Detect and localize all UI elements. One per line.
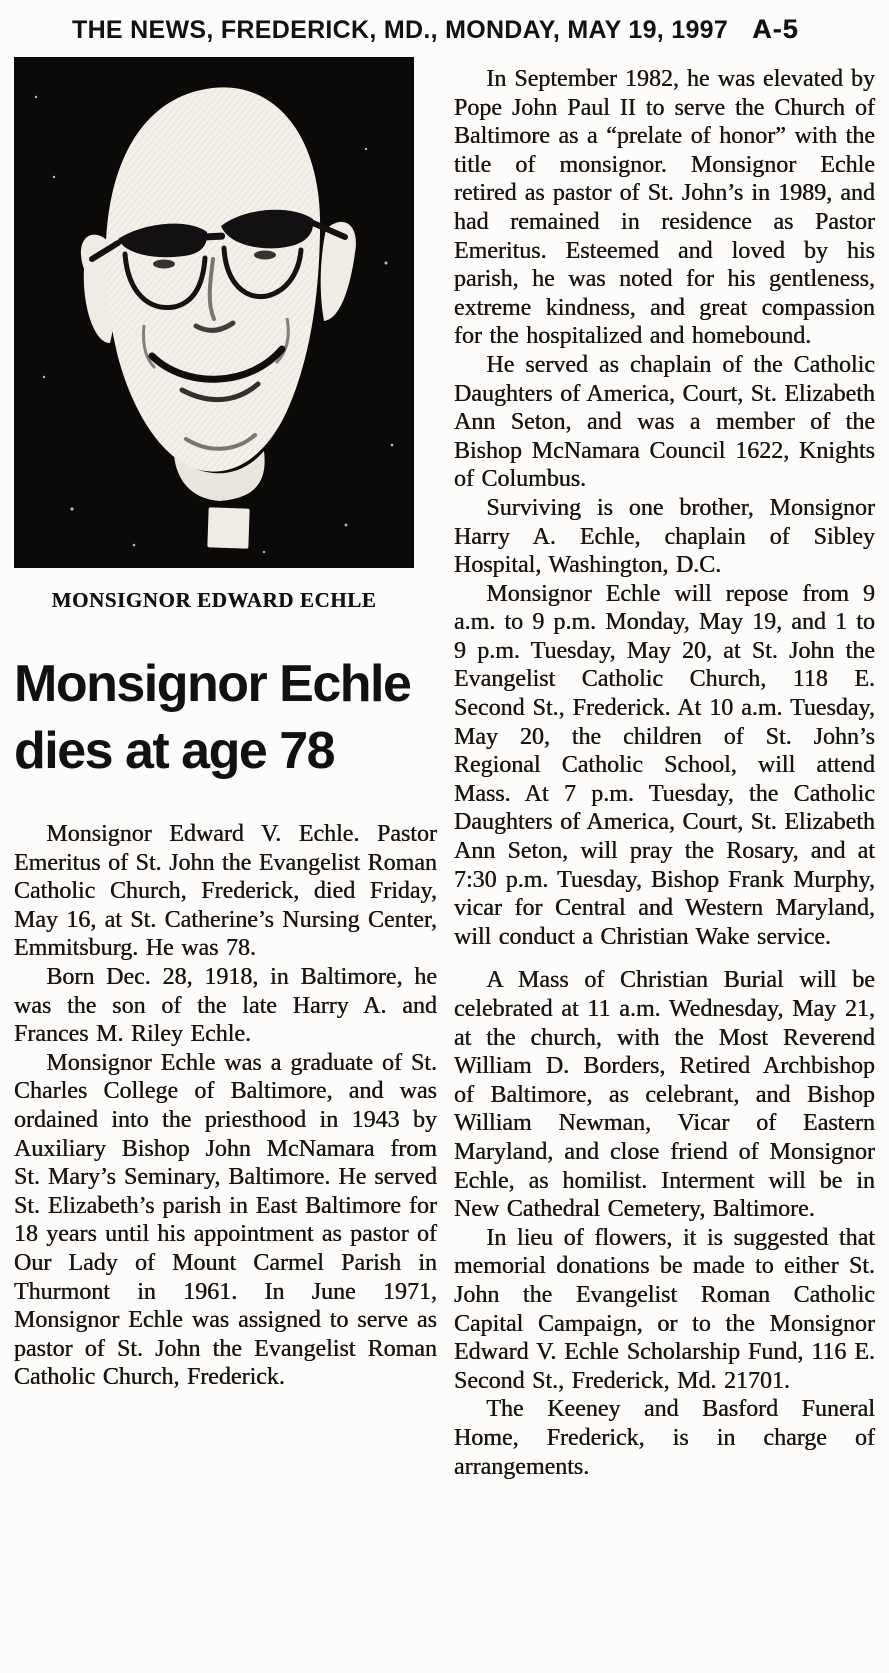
masthead-page-number: A-5 (752, 14, 799, 44)
obituary-paragraph: Monsignor Echle will repose from 9 a.m. to 9 p.m. Monday, May 19, and 1 to 9 p.m. Tuesday, May 20, at St. John the Evangelist Catholic Church, 118 E. Second St., Frederick. At 10 a.m. Tuesday, May 20, the children of St. John’s Regional Catholic School, will attend Mass. At 7 p.m. Tuesday, the Catholic Daughters of America, Court, St. Elizabeth Ann Seton, will pray the Rosary, and at 7:30 p.m. Tuesday, Bishop Frank Murphy, vicar for Central and Western Maryland, will conduct a Christian Wake service. (454, 580, 875, 950)
masthead-title: THE NEWS, FREDERICK, MD., MONDAY, MAY 19, 1997 (72, 16, 729, 44)
portrait-photo (14, 57, 414, 568)
obituary-paragraph: The Keeney and Basford Funeral Home, Frederick, is in charge of arrangements. (454, 1396, 875, 1480)
obituary-paragraph: In September 1982, he was elevated by Pope John Paul II to serve the Church of Baltimore as a “prelate of honor” with the title of monsignor. Monsignor Echle retired as pastor of St. John’s in 1989, and had remained in residence as Pastor Emeritus. Esteemed and loved by his parish, he was noted for his gentleness, extreme kindness, and great compassion for the hospitalized and homebound. (454, 66, 875, 350)
portrait-photo-image (14, 57, 414, 568)
left-column (14, 57, 437, 1481)
obituary-paragraph: Born Dec. 28, 1918, in Baltimore, he was the son of the late Harry A. and Frances M. Riley Echle. (14, 964, 437, 1048)
headline-line-2: dies at age 78 (14, 721, 335, 780)
obituary-paragraph: Monsignor Edward V. Echle. Pastor Emeritus of St. John the Evangelist Roman Catholic Church, Frederick, died Friday, May 16, at St. Catherine’s Nursing Center, Emmitsburg. He was 78. (14, 821, 437, 962)
headline-line-1: Monsignor Echle (14, 655, 411, 713)
obituary-paragraph: He served as chaplain of the Catholic Daughters of America, Court, St. Elizabeth Ann Seton, and was a member of the Bishop McNamara Council 1622, Knights of Columbus. (454, 351, 875, 493)
masthead (0, 0, 889, 45)
right-eye (254, 251, 276, 260)
obituary-paragraph: Monsignor Echle was a graduate of St. Charles College of Baltimore, and was ordained into the priesthood in 1943 by Auxiliary Bishop John McNamara from St. Mary’s Seminary, Baltimore. He served St. Elizabeth’s parish in East Baltimore for 18 years until his appointment as pastor of Our Lady of Mount Carmel Parish in Thurmont in 1961. In June 1971, Monsignor Echle was assigned to serve as pastor of St. John the Evangelist Roman Catholic Church, Frederick. (14, 1049, 437, 1391)
right-column (454, 57, 875, 1481)
obituary-paragraph: A Mass of Christian Burial will be celebrated at 11 a.m. Wednesday, May 21, at the church, with the Most Reverend William D. Borders, Retired Archbishop of Baltimore, as celebrant, and Bishop William Newman, Vicar of Eastern Maryland, and close friend of Monsignor Echle, as homilist. Interment will be in New Cathedral Cemetery, Baltimore. (454, 967, 875, 1223)
photo-caption: MONSIGNOR EDWARD ECHLE (51, 588, 377, 612)
obituary-paragraph: Surviving is one brother, Monsignor Harry A. Echle, chaplain of Sibley Hospital, Washington, D.C. (454, 494, 875, 579)
left-eye (153, 260, 175, 269)
article-columns (14, 57, 875, 1481)
clerical-collar-tab (207, 507, 249, 548)
headline (14, 651, 437, 784)
obituary-paragraph: In lieu of flowers, it is suggested that memorial donations be made to either St. John the Evangelist Roman Catholic Capital Campaign, or to the Monsignor Edward V. Echle Scholarship Fund, 116 E. Second St., Frederick, Md. 21701. (454, 1224, 875, 1394)
left-column-body (14, 820, 437, 1392)
